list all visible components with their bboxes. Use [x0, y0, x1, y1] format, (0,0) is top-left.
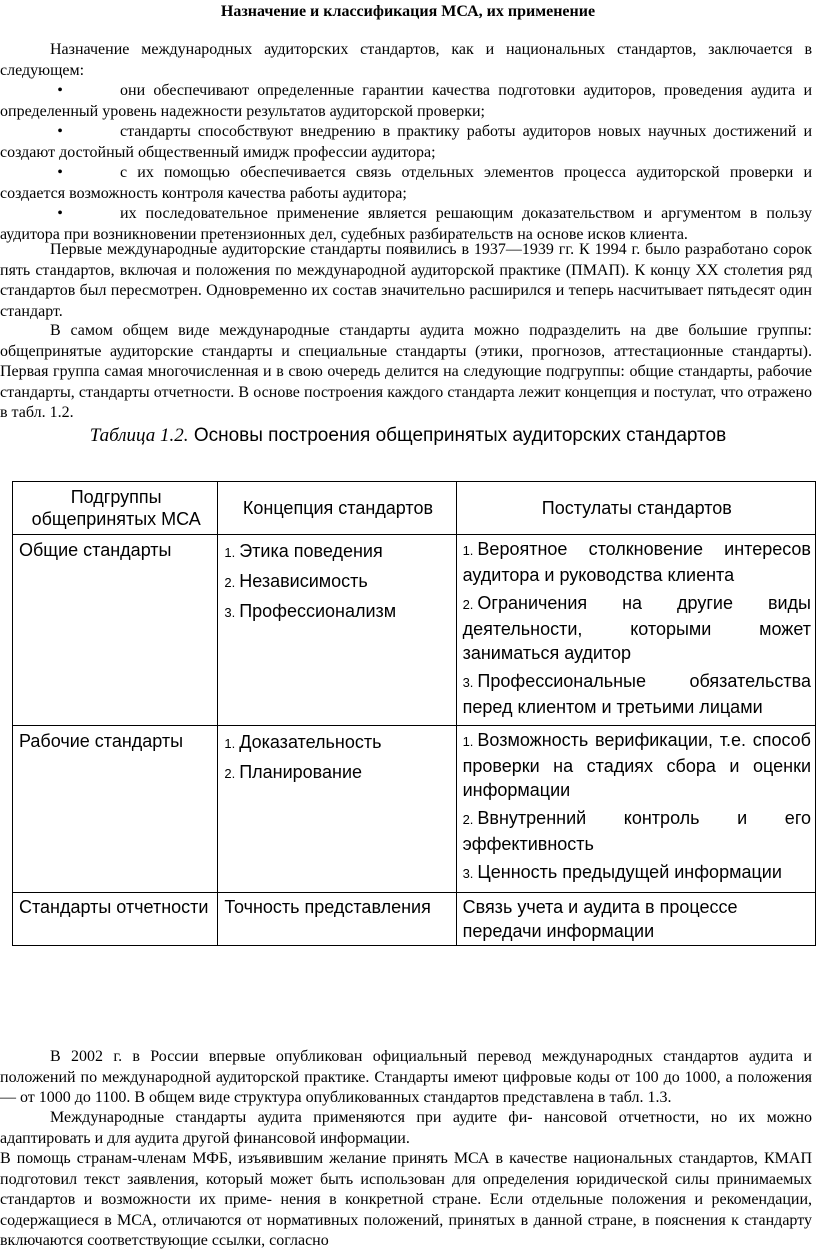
postulate-number: 1.: [462, 734, 474, 749]
postulate-item: [463, 860, 811, 886]
bullet-icon: •: [57, 164, 63, 181]
table-header-postulates: Постулаты стандартов: [456, 482, 815, 535]
concept-item: [224, 758, 451, 788]
bullet-text: их последовательное применение является решающим доказательством и аргументом в пользу аудитора при возникновении претензионных дел, судебных разбирательств на основе исков клиента.: [0, 205, 812, 243]
postulate-text: Ценность предыдущей информации: [477, 862, 782, 882]
concept-cell: [218, 726, 456, 893]
postulate-cell: Связь учета и аудита в процессе передачи информации: [456, 893, 815, 946]
subgroup-cell: Общие стандарты: [13, 535, 218, 726]
table-row: [13, 893, 816, 946]
concept-item: [224, 728, 451, 758]
concept-number: 1.: [224, 736, 236, 751]
postulate-item: [463, 591, 811, 665]
table-row: [13, 535, 816, 726]
subgroup-cell: Рабочие стандарты: [13, 726, 218, 893]
bullet-text: они обеспечивают определенные гарантии качества подготовки аудиторов, проведения аудита и определенный уровень надежности результатов аудиторской проверки;: [0, 82, 812, 120]
paragraph-help: В помощь странам-членам МФБ, изъявившим желание принять МСА в качестве национальных стандартов, КМАП подготовил текст заявления, который может быть использован для определения юридической силы принимаемых стандартов и возможности их приме- нения в конкретной стране. Если отдельные положения и рекомендации, содержащиеся в МСА, отличаются от нормативных положений, принятых в данной стране, в пояснения к стандарту включаются соответствующие ссылки, согласно: [0, 1150, 812, 1249]
concept-item: [224, 597, 451, 627]
postulate-number: 1.: [462, 543, 474, 558]
concept-number: 1.: [224, 545, 236, 560]
concept-text: Этика поведения: [239, 541, 383, 561]
concept-cell: Точность представления: [218, 893, 456, 946]
bullet-item-1: [0, 81, 812, 122]
postulate-text: Профессиональные обязательства перед клиентом и третьими лицами: [462, 671, 811, 717]
postulate-number: 3.: [462, 866, 474, 881]
table-row: [13, 726, 816, 893]
postulate-number: 2.: [462, 597, 474, 612]
table-header-subgroups: Подгруппы общепринятых МСА: [13, 482, 218, 535]
concept-text: Профессионализм: [239, 601, 397, 621]
paragraph-2002: В 2002 г. в России впервые опубликован официальный перевод международных стандартов аудита и положений по международной аудиторской практике. Стандарты имеют цифровые коды от 100 до 1000, а положения — от 1000 до 1100. В общем виде структура опубликованных стандартов представлена в табл. 1.3.: [0, 1048, 812, 1106]
postulate-number: 2.: [462, 812, 474, 827]
table-header-concept: Концепция стандартов: [218, 482, 456, 535]
concept-number: 2.: [224, 766, 236, 781]
subgroup-cell: Стандарты отчетности: [13, 893, 218, 946]
standards-table: [12, 481, 816, 946]
postulate-text: Вероятное столкновение интересов аудитора и руководства клиента: [462, 539, 811, 585]
postulate-item: [463, 728, 811, 802]
postulate-text: Ограничения на другие виды деятельности, которыми может заниматься аудитор: [462, 593, 811, 663]
postulate-item: [463, 537, 811, 587]
concept-cell: [218, 535, 456, 726]
postulate-text: Возможность верификации, т.е. способ проверки на стадиях сбора и оценки информации: [462, 730, 811, 800]
bullet-icon: •: [57, 82, 63, 99]
groups-paragraph: В самом общем виде международные стандарты аудита можно подразделить на две большие группы: общепринятые аудиторские стандарты и специальные стандарты (этики, прогнозов, аттестационные стандарты). Первая группа самая многочисленная и в свою очередь делится на следующие подгруппы: общие стандарты, рабочие стандарты, стандарты отчетности. В основе построения каждого стандарта лежит концепция и постулат, что отражено в табл. 1.2.: [0, 322, 812, 421]
concept-number: 2.: [224, 575, 236, 590]
bullet-text: стандарты способствуют внедрению в практику работы аудиторов новых научных достижений и создают достойный общественный имидж профессии аудитора;: [0, 123, 812, 161]
bullet-icon: •: [57, 205, 63, 222]
paragraph-apply: Международные стандарты аудита применяются при аудите фи- нансовой отчетности, но их можно адаптировать и для аудита другой финансовой информации.: [0, 1109, 812, 1147]
concept-text: Планирование: [239, 762, 363, 782]
postulate-cell: [456, 726, 815, 893]
bullet-item-3: [0, 163, 812, 204]
postulate-text: Ввнутренний контроль и его эффективность: [462, 808, 811, 854]
bullet-text: с их помощью обеспечивается связь отдельных элементов процесса аудиторской проверки и создается возможность контроля качества работы аудитора;: [0, 164, 812, 202]
concept-item: [224, 567, 451, 597]
table-caption: [0, 424, 816, 448]
table-header-row: [13, 482, 816, 535]
concept-number: 3.: [224, 605, 236, 620]
concept-text: Независимость: [239, 571, 368, 591]
table-caption-text: Основы построения общепринятых аудиторских стандартов: [193, 425, 727, 446]
postulate-item: [463, 669, 811, 719]
table-caption-label: Таблица 1.2.: [89, 425, 189, 446]
postulate-cell: [456, 535, 815, 726]
concept-item: [224, 537, 451, 567]
history-paragraph: Первые международные аудиторские стандарты появились в 1937—1939 гг. К 1994 г. было разработано сорок пять стандартов, включая и положения по международной аудиторской практике (ПМАП). К концу XX столетия ряд стандартов был пересмотрен. Одновременно их состав значительно расширился и теперь насчитывает пятьдесят один стандарт.: [0, 241, 812, 320]
document-title: Назначение и классификация МСА, их применение: [220, 3, 596, 20]
postulate-item: [463, 806, 811, 856]
postulate-number: 3.: [462, 675, 474, 690]
concept-text: Доказательность: [239, 732, 382, 752]
bullet-icon: •: [57, 123, 63, 140]
bullet-item-4: [0, 204, 812, 245]
bullet-item-2: [0, 122, 812, 163]
intro-paragraph: Назначение международных аудиторских стандартов, как и национальных стандартов, заключается в следующем:: [0, 41, 812, 79]
